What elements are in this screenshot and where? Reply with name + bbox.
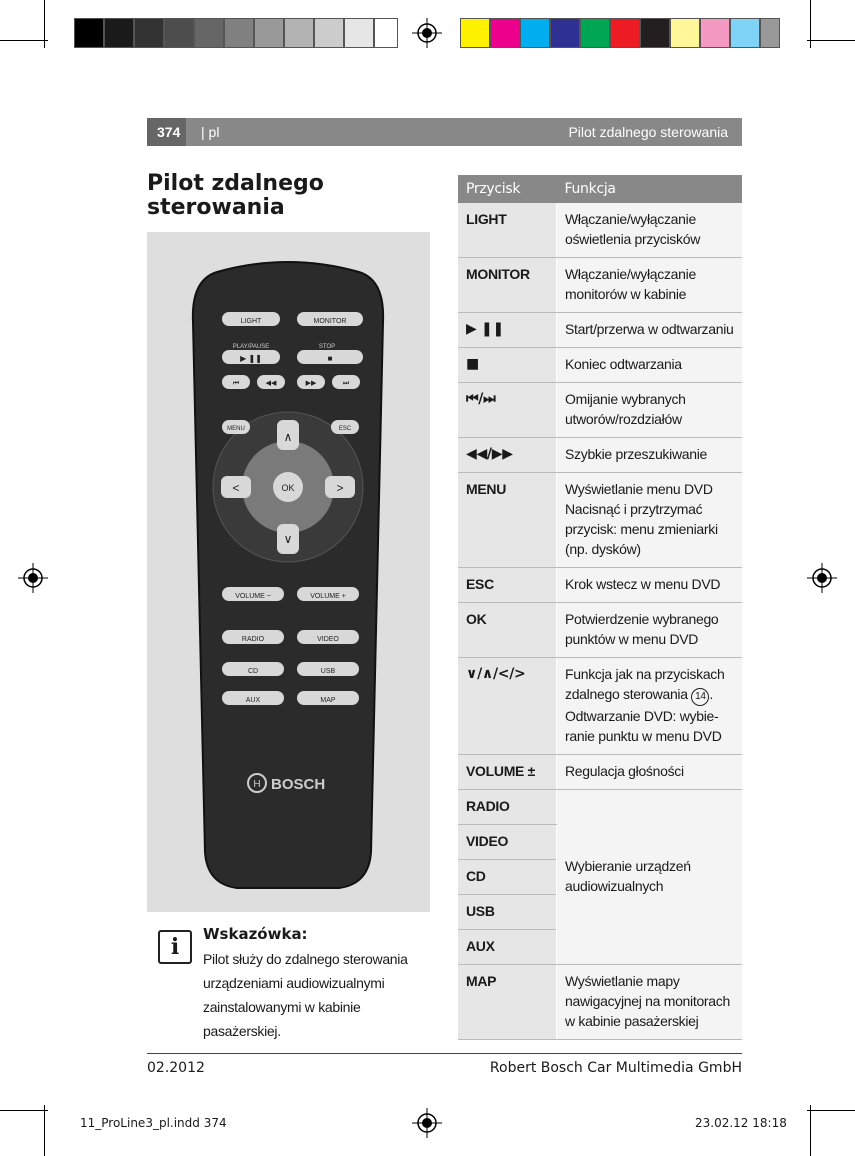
remote-radio-label: RADIO xyxy=(241,636,265,643)
footer-company: Robert Bosch Car Multimedia GmbH xyxy=(489,1060,742,1076)
column-header-button: Przycisk xyxy=(458,175,557,203)
remote-esc-label: ESC xyxy=(338,426,352,432)
page-header xyxy=(147,118,742,146)
footer-divider xyxy=(147,1053,742,1054)
info-icon: i xyxy=(158,930,192,964)
svg-text:▶ ❚❚: ▶ ❚❚ xyxy=(240,354,262,363)
crop-mark xyxy=(44,0,45,48)
svg-text:H: H xyxy=(253,779,261,790)
column-header-function: Funkcja xyxy=(557,175,743,203)
footer-date: 02.2012 xyxy=(147,1060,205,1076)
svg-text:<: < xyxy=(232,481,240,495)
table-row: VOLUME ± Regulacja głośności xyxy=(458,755,742,790)
table-row: LIGHT Włączanie/wyłączanie oświetlenia przycisków xyxy=(458,203,742,258)
registration-mark-icon xyxy=(18,563,48,593)
note-title: Wskazówka: xyxy=(203,925,308,943)
table-row: OK Potwierdzenie wybranego punktów w menu DVD xyxy=(458,603,742,658)
remote-light-label: LIGHT xyxy=(240,318,262,325)
remote-vol-minus-label: VOLUME − xyxy=(235,593,271,600)
table-row: MONITOR Włączanie/wyłączanie monitorów w kabinie xyxy=(458,258,742,313)
crop-mark xyxy=(810,1105,811,1156)
svg-text:⏭: ⏭ xyxy=(342,380,350,387)
table-row: ▶ ❚❚ Start/przerwa w odtwarzaniu xyxy=(458,313,742,348)
remote-video-label: VIDEO xyxy=(317,636,339,643)
svg-text:■: ■ xyxy=(327,354,333,363)
reference-number: 14 xyxy=(691,688,709,706)
svg-text:▶▶: ▶▶ xyxy=(305,380,317,387)
table-row: ESC Krok wstecz w menu DVD xyxy=(458,568,742,603)
table-row: ⏮/⏭ Omijanie wybranych utworów/rozdziałów xyxy=(458,383,742,438)
remote-monitor-label: MONITOR xyxy=(313,318,347,325)
slug-timestamp: 23.02.12 18:18 xyxy=(695,1116,787,1130)
slug-file: 11_ProLine3_pl.indd 374 xyxy=(80,1116,227,1130)
crop-mark xyxy=(0,40,48,41)
page-title: Pilot zdalnego sterowania xyxy=(147,171,324,220)
crop-mark xyxy=(807,40,855,41)
remote-ok-label: OK xyxy=(281,483,295,493)
crop-mark xyxy=(810,0,811,48)
remote-vol-plus-label: VOLUME + xyxy=(310,593,346,600)
section-title: Pilot zdalnego sterowania xyxy=(568,124,728,140)
registration-mark-icon xyxy=(412,1108,442,1138)
svg-text:>: > xyxy=(336,481,344,495)
remote-stop-label: STOP xyxy=(318,344,336,350)
table-row: RADIO Wybieranie urządzeń audiowizualnych xyxy=(458,790,742,825)
page-number: 374 xyxy=(147,118,186,146)
table-row: USB xyxy=(458,895,742,930)
remote-usb-label: USB xyxy=(320,668,336,675)
note-text: Pilot służy do zdalnego sterowania urządzeniami audiowizualnymi zainstalowanymi w kabinie pasażerskiej. xyxy=(203,951,408,1039)
svg-text:∨: ∨ xyxy=(283,532,293,546)
table-row: VIDEO xyxy=(458,825,742,860)
remote-brand-label: BOSCH xyxy=(271,776,326,793)
svg-text:∧: ∧ xyxy=(283,430,293,444)
svg-text:⏮: ⏮ xyxy=(232,380,240,387)
table-row: ∨/∧/</> Funkcja jak na przyciskach zdalnego sterowania 14 . Odtwarzanie DVD: wybie-ranie punktu w menu DVD xyxy=(458,658,742,755)
remote-playpause-label: PLAY/PAUSE xyxy=(232,344,270,350)
table-row: MENU Wyświetlanie menu DVD Nacisnąć i przytrzymać przycisk: menu zmieniarki (np. dysków) xyxy=(458,473,742,568)
remote-cd-label: CD xyxy=(247,668,259,675)
registration-mark-icon xyxy=(412,18,442,48)
table-row: ◀◀/▶▶ Szybkie przeszukiwanie xyxy=(458,438,742,473)
remote-menu-label: MENU xyxy=(227,426,245,432)
svg-text:◀◀: ◀◀ xyxy=(265,380,277,387)
remote-aux-label: AUX xyxy=(245,697,261,704)
crop-mark xyxy=(807,1110,855,1111)
table-row: ■ Koniec odtwarzania xyxy=(458,348,742,383)
remote-control-illustration xyxy=(147,232,430,912)
group-function: Wybieranie urządzeń audiowizualnych xyxy=(557,790,743,965)
table-row: MAP Wyświetlanie mapy nawigacyjnej na monitorach w kabinie pasażerskiej xyxy=(458,965,742,1040)
crop-mark xyxy=(44,1105,45,1156)
table-row: AUX xyxy=(458,930,742,965)
crop-mark xyxy=(0,1110,48,1111)
language-label: | pl xyxy=(201,124,220,140)
button-function-table xyxy=(458,175,742,1040)
registration-mark-icon xyxy=(807,563,837,593)
table-row: CD xyxy=(458,860,742,895)
remote-map-label: MAP xyxy=(320,697,336,704)
